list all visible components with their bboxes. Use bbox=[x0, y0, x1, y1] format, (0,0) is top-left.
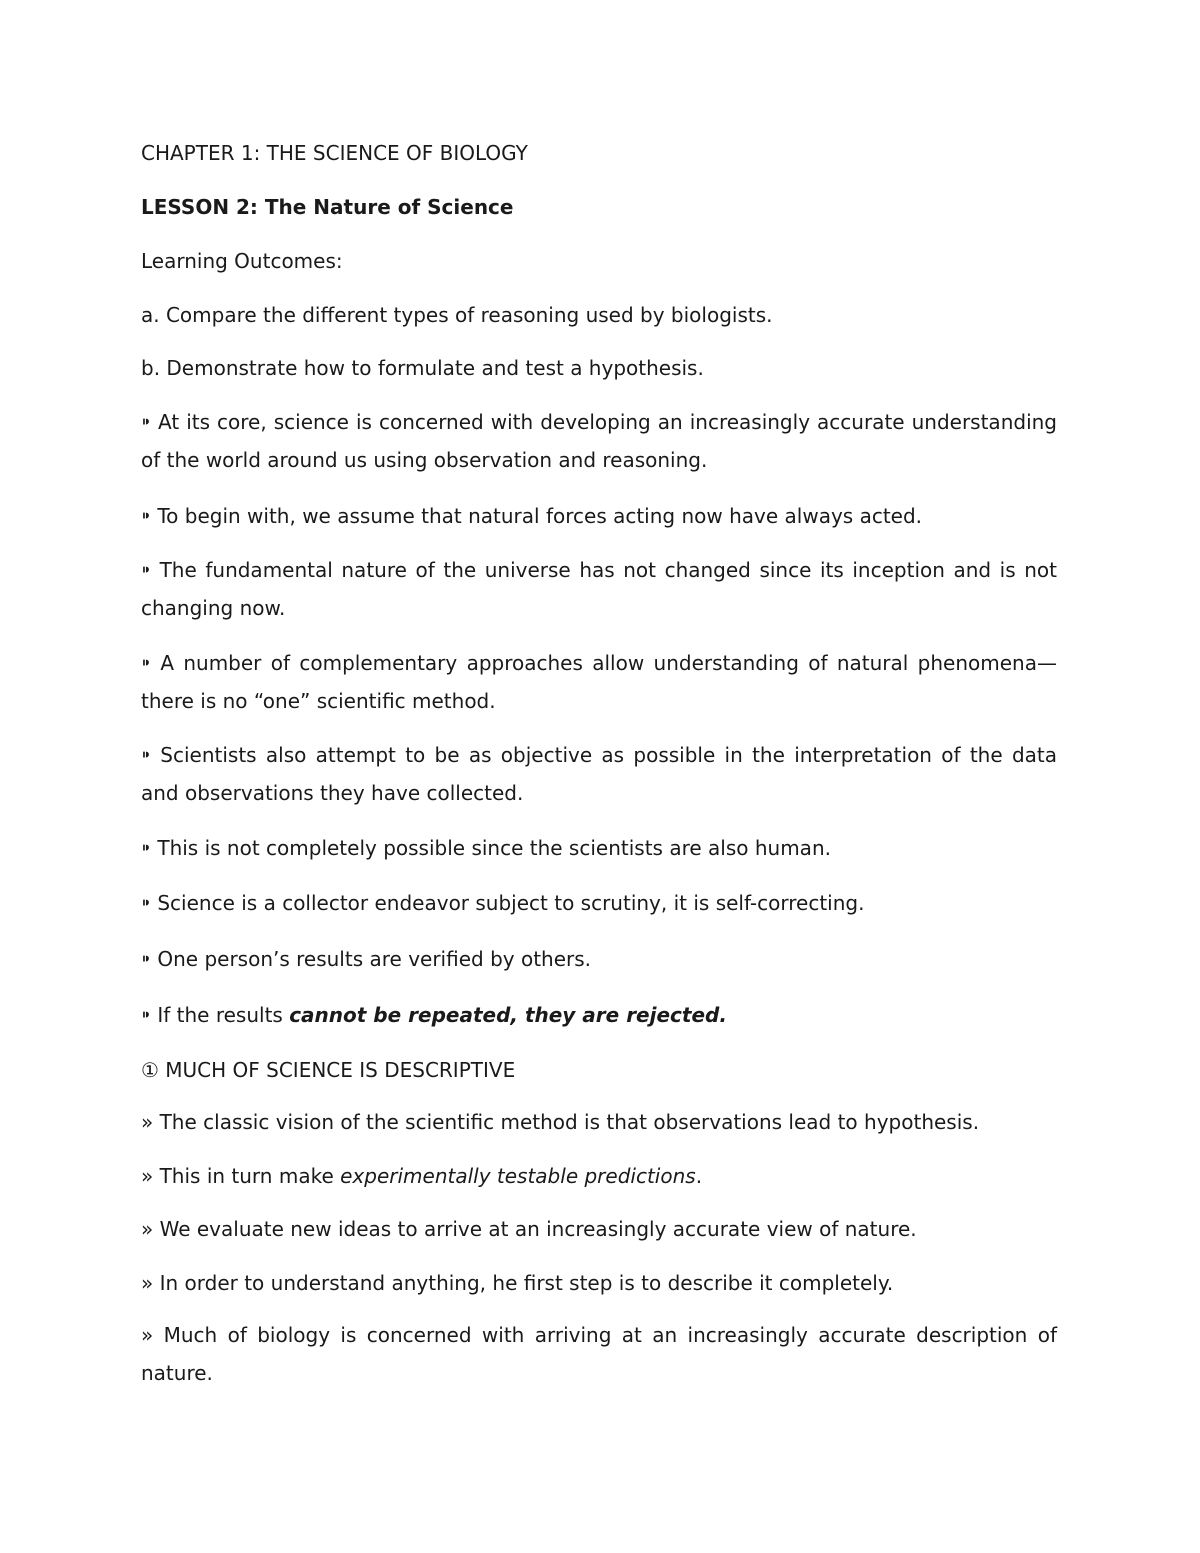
bullet-item: ⁍ Scientists also attempt to be as objective as possible in the interpretation of the data and observations they have collected. bbox=[141, 743, 1057, 805]
section-point bbox=[141, 1157, 1057, 1195]
outcome-item: b. Demonstrate how to formulate and test a hypothesis. bbox=[141, 356, 704, 380]
bullet-item-rejected bbox=[141, 996, 1057, 1034]
section-point: » In order to understand anything, he first step is to describe it completely. bbox=[141, 1271, 894, 1295]
section-point: » Much of biology is concerned with arriving at an increasingly accurate description of nature. bbox=[141, 1323, 1057, 1385]
bullet-item: ⁍ Science is a collector endeavor subject to scrutiny, it is self-correcting. bbox=[141, 891, 865, 915]
point-prefix: » This in turn make bbox=[141, 1164, 341, 1188]
outcome-item: a. Compare the different types of reasoning used by biologists. bbox=[141, 303, 773, 327]
bullet-item: ⁍ The fundamental nature of the universe has not changed since its inception and is not changing now. bbox=[141, 558, 1057, 620]
bullet-item: ⁍ One person’s results are verified by others. bbox=[141, 947, 592, 971]
point-suffix: . bbox=[695, 1164, 703, 1188]
bullet-prefix: ⁍ If the results bbox=[141, 1003, 290, 1027]
bullet-item: ⁍ To begin with, we assume that natural forces acting now have always acted. bbox=[141, 504, 923, 528]
section-heading: ① MUCH OF SCIENCE IS DESCRIPTIVE bbox=[141, 1058, 516, 1082]
emphasis-text: experimentally testable predictions bbox=[340, 1164, 696, 1188]
emphasis-text: cannot be repeated, they are rejected. bbox=[289, 1003, 727, 1027]
bullet-item: ⁍ This is not completely possible since the scientists are also human. bbox=[141, 836, 831, 860]
section-point: » We evaluate new ideas to arrive at an increasingly accurate view of nature. bbox=[141, 1217, 917, 1241]
lesson-title: LESSON 2: The Nature of Science bbox=[141, 195, 514, 219]
learning-outcomes-label: Learning Outcomes: bbox=[141, 249, 343, 273]
bullet-item: ⁍ At its core, science is concerned with developing an increasingly accurate understanding of the world around us using observation and reasoning. bbox=[141, 410, 1057, 472]
chapter-title: CHAPTER 1: THE SCIENCE OF BIOLOGY bbox=[141, 141, 528, 165]
bullet-item: ⁍ A number of complementary approaches allow understanding of natural phenomena— there is no “one” scientific method. bbox=[141, 651, 1057, 713]
section-point: » The classic vision of the scientific method is that observations lead to hypothesis. bbox=[141, 1110, 980, 1134]
